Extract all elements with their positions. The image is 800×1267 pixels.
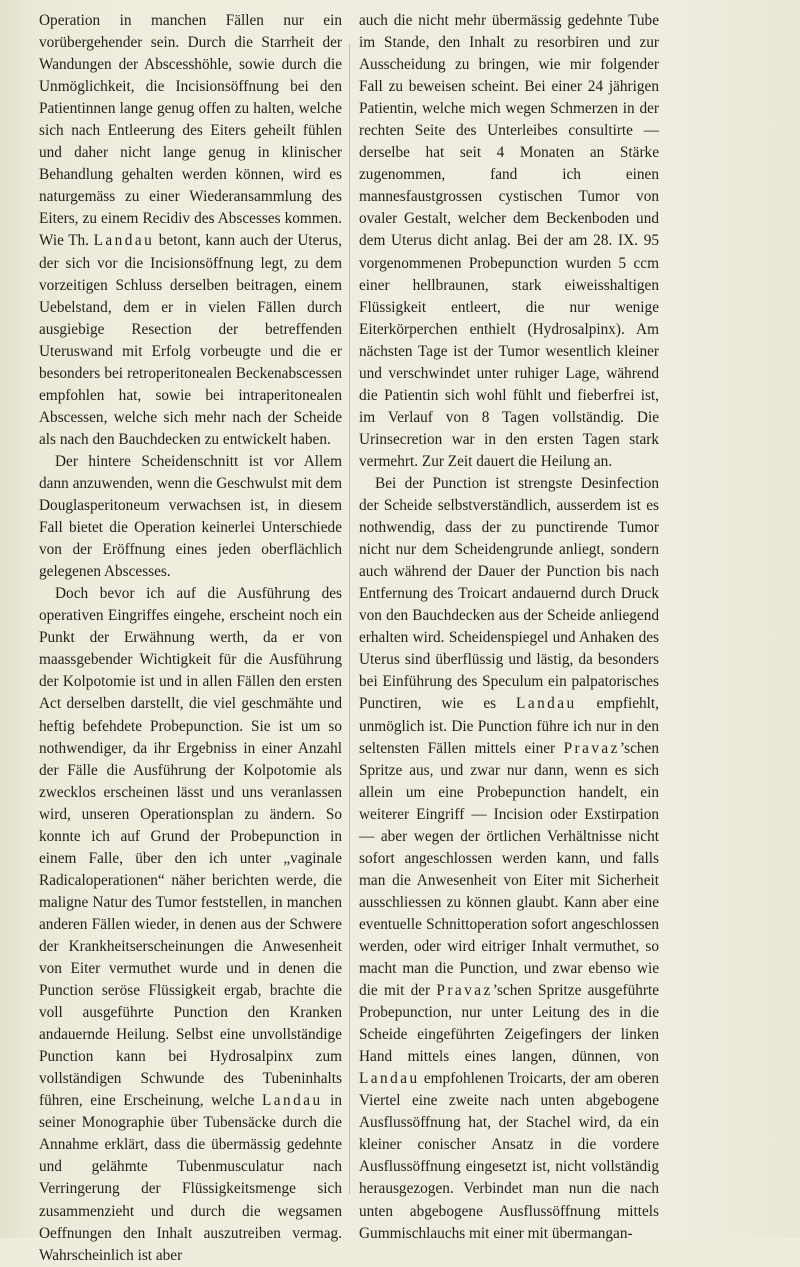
author-name-landau: Landau [516,695,577,713]
paragraph [359,10,659,473]
column-divider [349,44,350,1194]
text-run: in seiner Monographie über Tubensäcke durch die Annahme erklärt, dass die übermässig gedehnte und gelähmte Tubenmusculatur nach Verringerung der Flüssigkeitsmenge sich zusammenzieht und durch die wegsamen Oeffnungen den Inhalt auszutreiben vermag. Wahrscheinlich ist aber [39,1092,342,1264]
text-run: auch die nicht mehr übermässig gedehnte Tube im Stande, den Inhalt zu resorbiren und zur Ausscheidung zu bringen, wie mir folgender Fall zu beweisen scheint. Bei einer 24 jährigen Patientin, welche mich wegen Schmerzen in der rechten Seite des Unterleibes consultirte — derselbe hat seit 4 Monaten an Stärke zugenommen, fand ich einen mannesfaustgrossen cystischen Tumor von ovaler Gestalt, welcher dem Beckenboden und dem Uterus dicht anlag. Bei der am 28. IX. 95 vorgenommenen Probepunction wurden 5 ccm einer hellbraunen, stark eiweisshaltigen Flüssigkeit entleert, die nur wenige Eiterkörperchen enthielt (Hydrosalpinx). Am nächsten Tage ist der Tumor wesentlich kleiner und verschwindet unter ruhiger Lage, während die Patientin sich wohl fühlt und fieberfrei ist, im Verlauf von 8 Tagen vollständig. Die Urinsecretion war in den ersten Tagen stark vermehrt. Zur Zeit dauert die Heilung an. [359,12,659,470]
paragraph [359,473,659,1245]
paragraph [39,583,342,1266]
left-text-column [39,10,342,1267]
author-name-landau: Landau [93,232,155,250]
right-text-column [359,10,659,1245]
text-run: Doch bevor ich auf die Ausführung des operativen Eingriffes eingehe, erscheint noch ein Punkt der Erwähnung werth, da er von maassgebender Wichtigkeit für die Ausführung der Kolpotomie ist und in allen Fällen den ersten Act derselben darstellt, die viel geschmähte und heftig befehdete Probepunction. Sie ist um so nothwendiger, da ihr Ergebniss in einer Anzahl der Fälle die Ausführung der Kolpotomie als zwecklos erscheinen lässt und uns veranlassen wird, unseren Operationsplan zu ändern. So konnte ich auf Grund der Probepunction in einem Falle, über den ich unter „vaginale Radicaloperationen“ näher berichten werde, die maligne Natur des Tumor feststellen, in manchen anderen Fällen wieder, in denen aus der Schwere der Krankheitserscheinungen die Anwesenheit von Eiter vermuthet wurde und in denen die Punction seröse Flüssigkeit ergab, brachte die voll ausgeführte Punction den Kranken andauernde Heilung. Selbst eine unvollständige Punction kann bei Hydrosalpinx zum vollständigen Schwunde des Tubeninhalts führen, eine Erscheinung, welche [39,585,342,1110]
text-run: empfohlenen Troicarts, der am oberen Viertel eine zweite nach unten abgebogene Ausflussöffnung hat, der Stachel wird, da ein kleiner conischer Ansatz in die vordere Ausflussöffnung eingesetzt ist, nicht vollständig herausgezogen. Verbindet man nun die nach unten abgebogene Ausflussöffnung mittels Gummischlauchs mit einer mit übermangan- [359,1070,659,1242]
author-name-pravaz: Pravaz [563,739,620,757]
paragraph [39,10,342,451]
text-run: betont, kann auch der Uterus, der sich vor die Incisionsöffnung legt, zu dem vorzeitigen Schluss derselben beitragen, einem Uebelstand, dem er in vielen Fällen durch ausgiebige Resection der betreffenden Uteruswand mit Erfolg vorbeugte und die er besonders bei retroperitonealen Beckenabscessen empfohlen hat, sowie bei intraperitonealen Abscessen, welche sich mehr nach der Scheide als nach den Bauchdecken zu entwickelt haben. [39,232,342,448]
text-run: Operation in manchen Fällen nur ein vorübergehender sein. Durch die Starrheit der Wandungen der Abscesshöhle, sowie durch die Unmöglichkeit, die Incisionsöffnung bei den Patientinnen lange genug offen zu halten, welche sich nach Entleerung des Eiters geheilt fühlen und daher nicht lange genug in klinischer Behandlung gehalten werden können, wird es naturgemäss zu einer Wiederansammlung des Eiters, zu einem Recidiv des Abscesses kommen. Wie Th. [39,12,342,250]
text-run: Bei der Punction ist strengste Desinfection der Scheide selbstverständlich, ausserdem ist es nothwendig, dass der zu punctirende Tumor nicht nur dem Scheidengrunde anliegt, sondern auch während der Dauer der Punction bis nach Entfernung des Troicart andauernd durch Druck von den Bauchdecken aus der Scheide anliegend erhalten wird. Scheidenspiegel und Anhaken des Uterus sind überflüssig und lästig, da besonders bei Einführung des Speculum ein palpatorisches Punctiren, wie es [359,474,659,713]
paragraph [39,451,342,583]
text-run: ’schen Spritze ausgeführte Probepunction, nur unter Leitung des in die Scheide eingeführten Zeigefingers der linken Hand mittels eines langen, dünnen, von [359,982,659,1066]
author-name-landau: Landau [261,1092,323,1110]
text-run: ’schen Spritze aus, und zwar nur dann, wenn es sich allein um eine Probepunction handelt, ein weiterer Eingriff — Incision oder Exstirpation — aber wegen der örtlichen Verhältnisse nicht sofort angeschlossen werden kann, und falls man die Anwesenheit von Eiter mit Sicherheit ausschliessen zu können glaubt. Kann aber eine eventuelle Schnittoperation sofort angeschlossen werden, oder wird eitriger Inhalt vermuthet, so macht man die Punction, und zwar ebenso wie die mit der [359,739,659,1000]
author-name-pravaz: Pravaz [436,982,493,1000]
author-name-landau: Landau [359,1070,420,1088]
text-run: empfiehlt, unmöglich ist. Die Punction führe ich nur in den seltensten Fällen mittels einer [359,695,659,757]
text-run: Der hintere Scheidenschnitt ist vor Allem dann anzuwenden, wenn die Geschwulst mit dem Douglasperitoneum verwachsen ist, in diesem Fall bietet die Operation keinerlei Unterschiede von der Eröffnung eines jeden oberflächlich gelegenen Abscesses. [39,452,342,581]
